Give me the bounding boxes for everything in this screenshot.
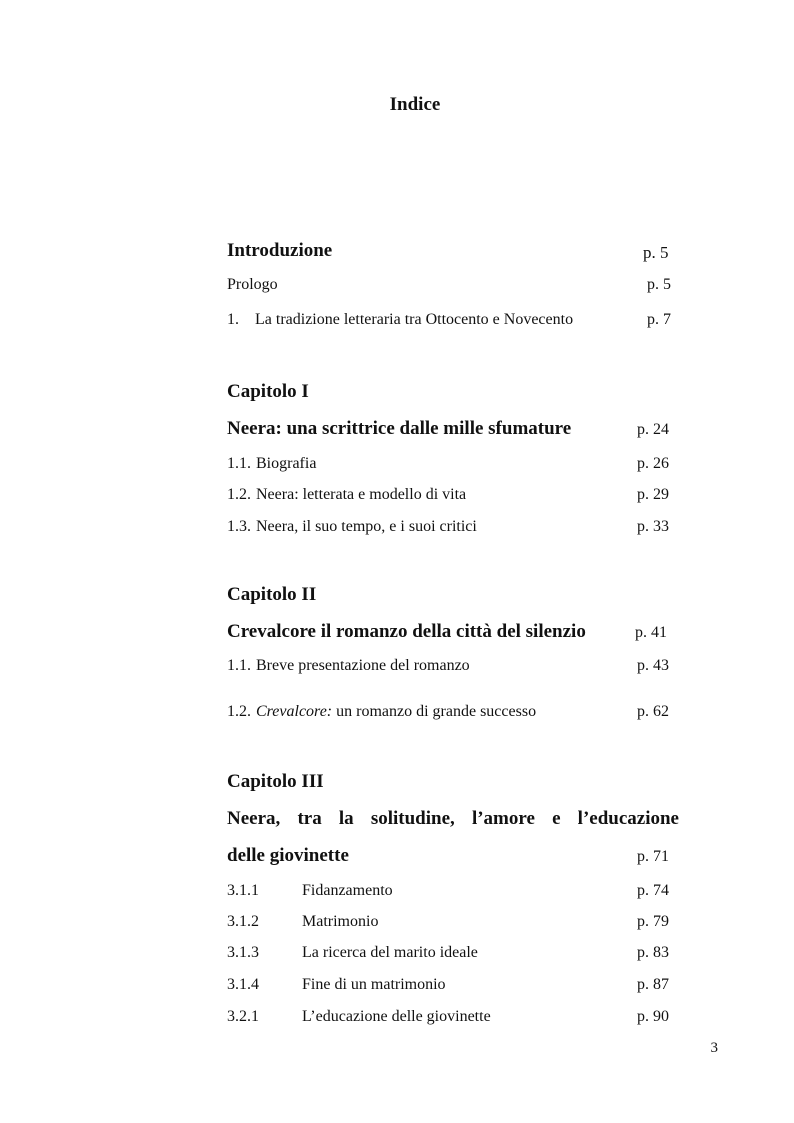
toc-entry-label: Fine di un matrimonio bbox=[302, 976, 446, 993]
toc-entry-label: Matrimonio bbox=[302, 913, 379, 930]
toc-entry-label bbox=[256, 703, 536, 721]
chapter-heading-page: p. 41 bbox=[635, 624, 667, 641]
toc-entry-page: p. 26 bbox=[637, 455, 669, 472]
toc-entry-page: p. 33 bbox=[637, 518, 669, 535]
page-number: 3 bbox=[710, 1040, 718, 1056]
chapter-heading-page: p. 24 bbox=[637, 421, 669, 438]
toc-entry-label: Fidanzamento bbox=[302, 882, 393, 899]
toc-entry-label: La tradizione letteraria tra Ottocento e Novecento bbox=[255, 311, 574, 328]
chapter-heading: Neera: una scrittrice dalle mille sfumature bbox=[227, 418, 572, 439]
toc-entry-number: 1. bbox=[227, 311, 239, 328]
toc-entry-number: 1.2. bbox=[227, 486, 251, 503]
toc-entry-label: Breve presentazione del romanzo bbox=[256, 657, 470, 674]
toc-entry-label: Biografia bbox=[256, 455, 317, 472]
toc-entry-page: p. 90 bbox=[637, 1008, 669, 1025]
toc-entry-page: p. 5 bbox=[647, 276, 671, 293]
toc-entry-number: 3.1.4 bbox=[227, 976, 259, 993]
toc-entry-label: Neera, il suo tempo, e i suoi critici bbox=[256, 518, 477, 535]
toc-entry-label: L’educazione delle giovinette bbox=[302, 1008, 491, 1025]
toc-entry-number: 1.3. bbox=[227, 518, 251, 535]
toc-entry-label: Prologo bbox=[227, 276, 278, 293]
toc-entry-page: p. 74 bbox=[637, 882, 669, 899]
toc-entry-page: p. 83 bbox=[637, 944, 669, 961]
chapter-label: Capitolo III bbox=[227, 771, 324, 792]
toc-entry-page: p. 79 bbox=[637, 913, 669, 930]
chapter-heading: Crevalcore il romanzo della città del silenzio bbox=[227, 621, 586, 642]
toc-entry-number: 1.1. bbox=[227, 455, 251, 472]
toc-entry-label-italic: Crevalcore: bbox=[256, 703, 333, 720]
toc-entry-number: 3.1.3 bbox=[227, 944, 259, 961]
chapter-label: Capitolo II bbox=[227, 584, 317, 605]
chapter-label: Capitolo I bbox=[227, 381, 309, 402]
toc-entry-page: p. 43 bbox=[637, 657, 669, 674]
toc-entry-page: p. 7 bbox=[647, 311, 671, 328]
toc-entry-number: 1.2. bbox=[227, 703, 251, 720]
toc-entry-label-rest: un romanzo di grande successo bbox=[332, 703, 537, 720]
introduzione-page: p. 5 bbox=[643, 243, 669, 262]
toc-entry-number: 3.2.1 bbox=[227, 1008, 259, 1025]
introduzione-heading: Introduzione bbox=[227, 240, 333, 261]
toc-entry-number: 1.1. bbox=[227, 657, 251, 674]
toc-entry-label: Neera: letterata e modello di vita bbox=[256, 486, 467, 503]
chapter-heading-page: p. 71 bbox=[637, 848, 669, 865]
toc-entry-number: 3.1.1 bbox=[227, 882, 259, 899]
toc-entry-number: 3.1.2 bbox=[227, 913, 259, 930]
page-title: Indice bbox=[389, 94, 441, 115]
toc-entry-label: La ricerca del marito ideale bbox=[302, 944, 478, 961]
chapter-heading-continued: delle giovinette bbox=[227, 845, 349, 866]
toc-entry-page: p. 29 bbox=[637, 486, 669, 503]
chapter-heading: Neera, tra la solitudine, l’amore e l’educazione bbox=[227, 808, 679, 829]
toc-entry-page: p. 62 bbox=[637, 703, 669, 720]
toc-entry-page: p. 87 bbox=[637, 976, 669, 993]
